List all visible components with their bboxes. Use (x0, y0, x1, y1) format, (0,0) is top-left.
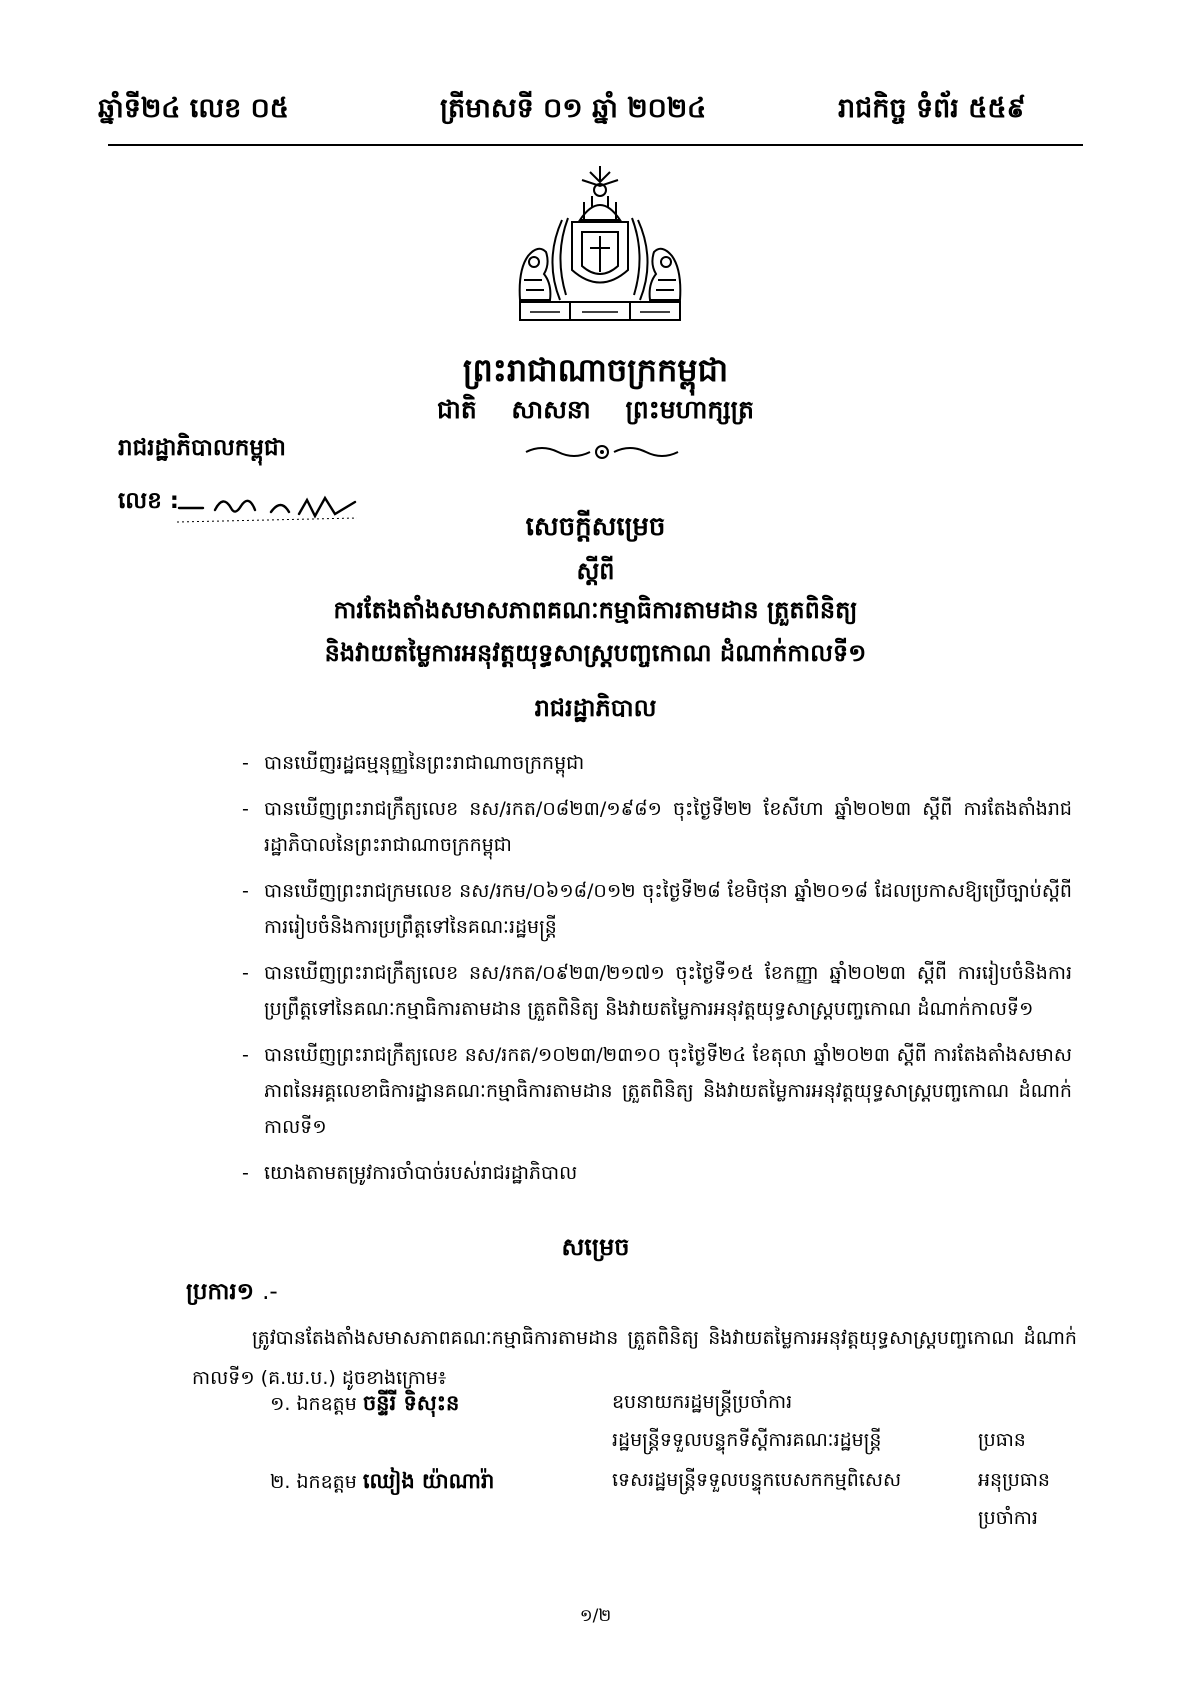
recital-text: យោងតាមតម្រូវការចាំបាច់របស់រាជរដ្ឋាភិបាល (264, 1162, 578, 1184)
member-honorific: ឯកឧត្តម (296, 1393, 357, 1415)
document-subject-line-1: ការតែងតាំងសមាសភាពគណៈកម្មាធិការតាមដាន ត្រួតពិនិត្យ (333, 596, 858, 624)
page-number: ១/២ (579, 1606, 612, 1626)
recital-item: - បានឃើញព្រះរាជក្រឹត្យលេខ នស/រកត/០៨២៣/១៩៨១ ចុះថ្ងៃទី២២ ខែសីហា ឆ្នាំ២០២៣ ស្តីពី ការតែងតាំងរាជរដ្ឋាភិបាលនៃព្រះរាជាណាចក្រកម្ពុជា (242, 798, 1072, 856)
article-1-heading (186, 1278, 278, 1311)
recital-text: បានឃើញព្រះរាជក្រឹត្យលេខ នស/រកត/០៩២៣/២១៧១ ចុះថ្ងៃទី១៥ ខែកញ្ញា ឆ្នាំ២០២៣ ស្តីពី ការរៀបចំនិងការប្រព្រឹត្តទៅនៃគណៈកម្មាធិការតាមដាន ត្រួតពិនិត្យ និងវាយតម្លៃការអនុវត្តយុទ្ធសាស្ត្របញ្ចកោណ ដំណាក់កាលទី១ (264, 962, 1072, 1020)
member-name: ឈៀង យ៉ាណារ៉ា (362, 1469, 495, 1493)
document-number-label: លេខ : (118, 488, 180, 514)
gazette-issue: ឆ្នាំទី២៤ លេខ ០៥ (98, 93, 289, 124)
member-honorific: ឯកឧត្តម (296, 1471, 357, 1493)
recital-item: - បានឃើញព្រះរាជក្រមលេខ នស/រកម/០៦១៨/០១២ ចុះថ្ងៃទី២៨ ខែមិថុនា ឆ្នាំ២០១៨ ដែលប្រកាសឱ្យប្រើច្បាប់ស្តីពីការរៀបចំនិងការប្រព្រឹត្តទៅនៃគណៈរដ្ឋមន្ត្រី (242, 880, 1072, 938)
recital-item: - យោងតាមតម្រូវការចាំបាច់របស់រាជរដ្ឋាភិបាល (242, 1162, 578, 1184)
member-number: ១. (270, 1393, 291, 1415)
document-title: សេចក្តីសម្រេច (525, 512, 666, 542)
member-2-entry (270, 1468, 494, 1499)
gazette-page-ref (838, 92, 1026, 131)
member-number: ២. (270, 1471, 291, 1493)
government-heading: រាជរដ្ឋាភិបាល (534, 694, 657, 722)
member-2-position-line-2: ប្រចាំការ (978, 1507, 1038, 1529)
member-2-role-line-1: ទេសរដ្ឋមន្ត្រីទទួលបន្ទុកបេសកកម្មពិសេស (612, 1469, 902, 1491)
kingdom-name: ព្រះរាជាណាចក្រកម្ពុជា (462, 351, 729, 389)
recital-item: - បានឃើញព្រះរាជក្រឹត្យលេខ នស/រកត/០៩២៣/២១៧១ ចុះថ្ងៃទី១៥ ខែកញ្ញា ឆ្នាំ២០២៣ ស្តីពី ការរៀបចំនិងការប្រព្រឹត្តទៅនៃគណៈកម្មាធិការតាមដាន ត្រួតពិនិត្យ និងវាយតម្លៃការអនុវត្តយុទ្ធសាស្ត្របញ្ចកោណ ដំណាក់កាលទី១ (242, 962, 1072, 1020)
member-1-role-line-1: ឧបនាយករដ្ឋមន្ត្រីប្រចាំការ (612, 1391, 793, 1413)
national-motto: ជាតិ សាសនា ព្រះមហាក្សត្រ (437, 395, 754, 424)
document-about-label: ស្តីពី (576, 557, 615, 585)
decorative-divider-icon (522, 440, 682, 464)
gazette-page-number: ៥៥៩ (968, 93, 1026, 124)
article-label: ប្រការ១ (186, 1279, 255, 1305)
issuing-authority: រាជរដ្ឋាភិបាលកម្ពុជា (118, 435, 286, 461)
article-punctuation: .- (262, 1279, 278, 1305)
appointment-paragraph: ត្រូវបានតែងតាំងសមាសភាពគណៈកម្មាធិការតាមដាន ត្រួតពិនិត្យ និងវាយតម្លៃការអនុវត្តយុទ្ធសាស្ត្របញ្ចកោណ ដំណាក់កាលទី១ (គ.ឃ.ប.) ដូចខាងក្រោម៖ (192, 1327, 1077, 1389)
recitals-list (242, 745, 1072, 1201)
recital-text: បានឃើញព្រះរាជក្រមលេខ នស/រកម/០៦១៨/០១២ ចុះថ្ងៃទី២៨ ខែមិថុនា ឆ្នាំ២០១៨ ដែលប្រកាសឱ្យប្រើច្បាប់ស្តីពីការរៀបចំនិងការប្រព្រឹត្តទៅនៃគណៈរដ្ឋមន្ត្រី (264, 880, 1072, 938)
recital-item: - បានឃើញរដ្ឋធម្មនុញ្ញនៃព្រះរាជាណាចក្រកម្ពុជា (242, 752, 585, 774)
decision-heading: សម្រេច (561, 1233, 630, 1261)
document-subject-line-2: និងវាយតម្លៃការអនុវត្តយុទ្ធសាស្ត្របញ្ចកោណ ដំណាក់កាលទី១ (324, 639, 867, 667)
recital-text: បានឃើញព្រះរាជក្រឹត្យលេខ នស/រកត/១០២៣/២៣១០ ចុះថ្ងៃទី២៤ ខែតុលា ឆ្នាំ២០២៣ ស្តីពី ការតែងតាំងសមាសភាពនៃអគ្គលេខាធិការដ្ឋានគណៈកម្មាធិការតាមដាន ត្រួតពិនិត្យ និងវាយតម្លៃការអនុវត្តយុទ្ធសាស្ត្របញ្ចកោណ ដំណាក់កាលទី១ (264, 1044, 1072, 1138)
member-name: ចន្ទីរី ទិសុះន (362, 1391, 460, 1415)
header-divider (108, 144, 1083, 146)
member-2-position-line-1: អនុប្រធាន (978, 1469, 1050, 1491)
gazette-quarter: ត្រីមាសទី ០១ ឆ្នាំ ២០២៤ (440, 93, 707, 124)
member-1-entry (270, 1390, 459, 1421)
member-1-position: ប្រធាន (978, 1429, 1026, 1451)
royal-coat-of-arms-icon (510, 160, 690, 335)
recital-text: បានឃើញរដ្ឋធម្មនុញ្ញនៃព្រះរាជាណាចក្រកម្ពុជា (264, 752, 585, 774)
member-1-role-line-2: រដ្ឋមន្ត្រីទទួលបន្ទុកទីស្តីការគណៈរដ្ឋមន្ត្រី (612, 1429, 882, 1451)
recital-item: - បានឃើញព្រះរាជក្រឹត្យលេខ នស/រកត/១០២៣/២៣១០ ចុះថ្ងៃទី២៤ ខែតុលា ឆ្នាំ២០២៣ ស្តីពី ការតែងតាំងសមាសភាពនៃអគ្គលេខាធិការដ្ឋានគណៈកម្មាធិការតាមដាន ត្រួតពិនិត្យ និងវាយតម្លៃការអនុវត្តយុទ្ធសាស្ត្របញ្ចកោណ ដំណាក់កាលទី១ (242, 1044, 1072, 1138)
recital-text: បានឃើញព្រះរាជក្រឹត្យលេខ នស/រកត/០៨២៣/១៩៨១ ចុះថ្ងៃទី២២ ខែសីហា ឆ្នាំ២០២៣ ស្តីពី ការតែងតាំងរាជរដ្ឋាភិបាលនៃព្រះរាជាណាចក្រកម្ពុជា (264, 798, 1072, 856)
gazette-page-label: រាជកិច្ច ទំព័រ (838, 93, 959, 124)
